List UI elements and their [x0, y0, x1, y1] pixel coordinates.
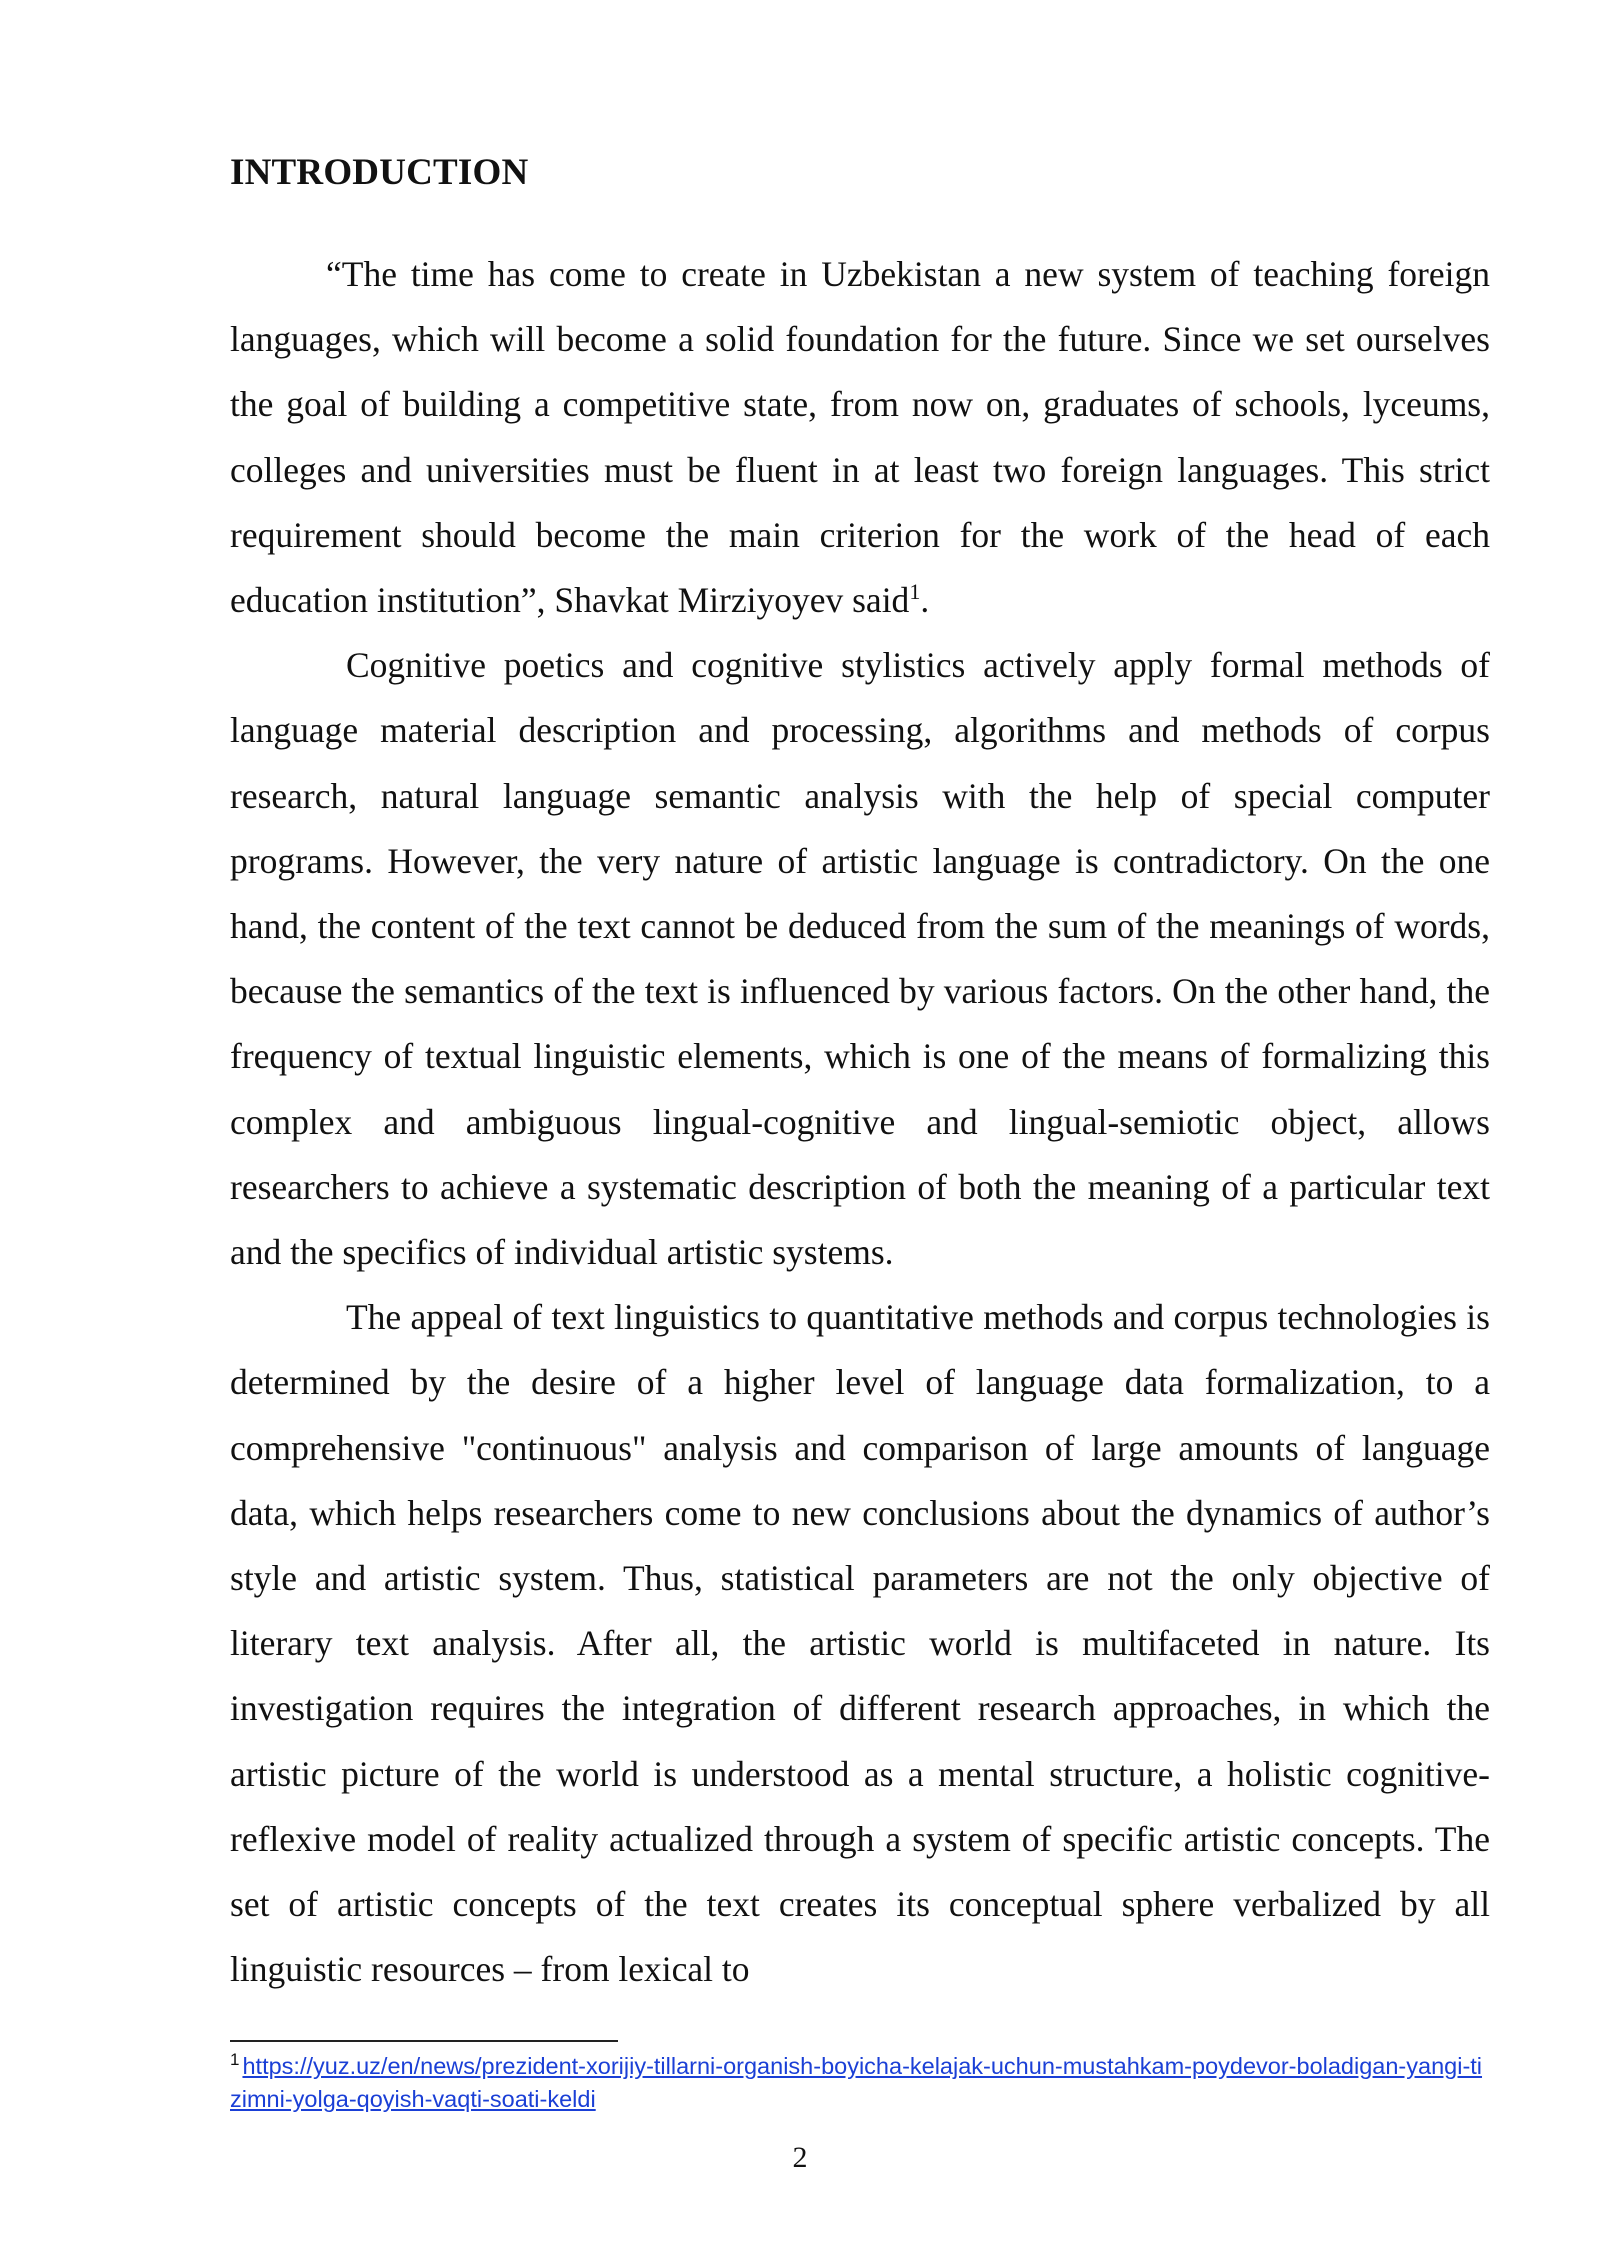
paragraph-quote [230, 242, 1490, 633]
paragraph-quote-end: . [920, 580, 930, 621]
footnote-separator [230, 2040, 618, 2042]
footnote [230, 2050, 1490, 2116]
footnote-link[interactable]: https://yuz.uz/en/news/prezident-xorijiy-tillarni-organish-boyicha-kelajak-uchun-mustahkam-poydevor-boladigan-yangi-tizimni-yolga-qoyish-vaqti-soati-keldi [230, 2053, 1483, 2112]
page-number: 2 [792, 2141, 808, 2174]
footnote-reference[interactable]: 1 [909, 579, 921, 605]
footnote-number: 1 [230, 2050, 240, 2070]
paragraph-cognitive-poetics: Cognitive poetics and cognitive stylistics actively apply formal methods of language material description and processing, algorithms and methods of corpus research, natural language semantic analysis with the help of special computer programs. However, the very nature of artistic language is contradictory. On the one hand, the content of the text cannot be deduced from the sum of the meanings of words, because the semantics of the text is influenced by various factors. On the other hand, the frequency of textual linguistic elements, which is one of the means of formalizing this complex and ambiguous lingual-cognitive and lingual-semiotic object, allows researchers to achieve a systematic description of both the meaning of a particular text and the specifics of individual artistic systems. [230, 645, 1490, 1273]
paragraph-text-linguistics: The appeal of text linguistics to quantitative methods and corpus technologies is determined by the desire of a higher level of language data formalization, to a comprehensive "continuous" analysis and comparison of large amounts of language data, which helps researchers come to new conclusions about the dynamics of author’s style and artistic system. Thus, statistical parameters are not the only objective of literary text analysis. After all, the artistic world is multifaceted in nature. Its investigation requires the integration of different research approaches, in which the artistic picture of the world is understood as a mental structure, a holistic cognitive-reflexive model of reality actualized through a system of specific artistic concepts. The set of artistic concepts of the text creates its conceptual sphere verbalized by all linguistic resources – from lexical to [230, 1297, 1490, 1990]
page-body [230, 148, 1490, 2002]
paragraph-quote-text: “The time has come to create in Uzbekistan a new system of teaching foreign languages, which will become a solid foundation for the future. Since we set ourselves the goal of building a competitive state, from now on, graduates of schools, lyceums, colleges and universities must be fluent in at least two foreign languages. This strict requirement should become the main criterion for the work of the head of each education institution”, Shavkat Mirziyoyev said [230, 254, 1490, 621]
section-heading: INTRODUCTION [230, 152, 529, 193]
